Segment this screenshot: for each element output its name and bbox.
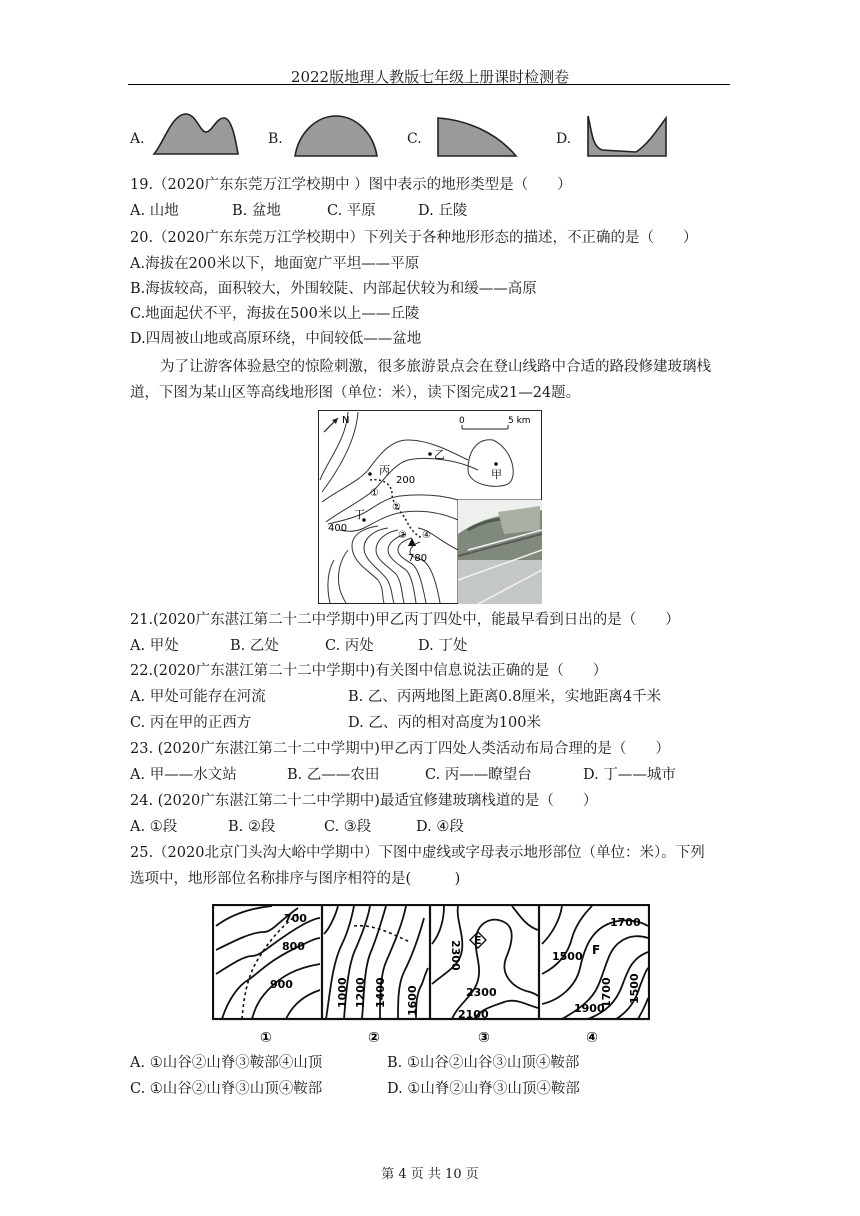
contour-value-label: 700 — [284, 912, 307, 925]
question-23-option-d: D. 丁——城市 — [583, 767, 676, 783]
contour-value-label: 1900 — [574, 1002, 605, 1015]
contour-value-label: 1500 — [552, 950, 583, 963]
panel-number-label: ④ — [586, 1030, 598, 1046]
question-25-option-d: D. ①山脊②山脊③山顶④鞍部 — [387, 1081, 580, 1097]
question-20-option-a: A.海拔在200米以下，地面宽广平坦——平原 — [130, 256, 420, 272]
panel-number-label: ③ — [478, 1030, 490, 1046]
contour-value-label: 1700 — [600, 977, 613, 1008]
intro-paragraph-line-1: 为了让游客体验悬空的惊险刺激，很多旅游景点会在登山线路中合适的路段修建玻璃栈 — [160, 359, 711, 375]
page-header: 2022版地理人教版七年级上册课时检测卷 — [290, 68, 570, 86]
question-23-option-a: A. 甲——水文站 — [130, 767, 237, 783]
landform-letter-f: F — [592, 943, 601, 957]
question-25-option-a: A. ①山谷②山脊③鞍部④山顶 — [130, 1055, 323, 1071]
contour-value-label: 1500 — [628, 973, 641, 1004]
question-24-option-d: D. ④段 — [416, 819, 464, 835]
question-25-option-c: C. ①山谷②山脊③山顶④鞍部 — [130, 1081, 323, 1097]
question-19-option-d: D. 丘陵 — [418, 203, 468, 219]
question-22-option-c: C. 丙在甲的正西方 — [130, 715, 252, 731]
question-23-option-c: C. 丙——瞭望台 — [425, 767, 532, 783]
profile-shape-c — [436, 112, 518, 158]
contour-value-label: 780 — [408, 553, 428, 564]
shape-option-label: A. — [130, 131, 145, 147]
contour-value-label: 1600 — [406, 985, 419, 1016]
question-22-stem: 22.(2020广东湛江第二十二中学期中)有关图中信息说法正确的是（ ） — [130, 663, 608, 679]
landform-panels-figure — [212, 904, 650, 1050]
question-25-stem-line-1: 25.（2020北京门头沟大峪中学期中）下图中虚线或字母表示地形部位（单位：米）。下列 — [130, 845, 705, 861]
question-21-option-d: D. 丁处 — [418, 638, 468, 654]
question-25-stem-line-2: 选项中，地形部位名称排序与图序相符的是( ) — [130, 871, 461, 887]
question-19-option-b: B. 盆地 — [232, 203, 281, 219]
question-22-option-a: A. 甲处可能存在河流 — [130, 689, 266, 705]
question-19-option-c: C. 平原 — [327, 203, 376, 219]
panel-number-label: ② — [368, 1030, 380, 1046]
contour-value-label: 200 — [396, 475, 416, 486]
contour-value-label: 900 — [270, 978, 293, 991]
north-label: N — [342, 415, 350, 426]
place-label-ding: 丁 — [354, 508, 365, 521]
shape-option-label: D. — [556, 131, 572, 147]
route-segment-label: ① — [370, 488, 379, 499]
question-21-option-a: A. 甲处 — [130, 638, 179, 654]
question-24-stem: 24. (2020广东湛江第二十二中学期中)最适宜修建玻璃栈道的是（ ） — [130, 793, 598, 809]
page-footer: 第 4 页 共 10 页 — [381, 1167, 479, 1182]
place-label-jia: 甲 — [491, 468, 502, 481]
question-19-stem: 19.（2020广东东莞万江学校期中 ）图中表示的地形类型是（ ） — [130, 177, 572, 193]
question-21-option-c: C. 丙处 — [325, 638, 374, 654]
question-22-option-d: D. 乙、丙的相对高度为100米 — [348, 715, 542, 731]
contour-value-label: 2100 — [458, 1008, 489, 1021]
profile-shape-a — [152, 112, 240, 158]
contour-value-label: 1400 — [374, 977, 387, 1008]
header-rule — [128, 84, 730, 85]
place-label-yi: 乙 — [434, 448, 445, 461]
intro-paragraph-line-2: 道，下图为某山区等高线地形图（单位：米），读下图完成21—24题。 — [130, 385, 581, 401]
question-24-option-a: A. ①段 — [130, 819, 178, 835]
glass-walkway-photo — [458, 500, 542, 604]
question-20-option-d: D.四周被山地或高原环绕，中间较低——盆地 — [130, 331, 422, 347]
place-point — [494, 462, 498, 466]
scale-distance-label: 5 km — [508, 416, 531, 426]
route-segment-label: ② — [392, 502, 401, 513]
place-point — [368, 472, 372, 476]
contour-value-label: 1700 — [610, 916, 641, 929]
question-19-option-a: A. 山地 — [130, 203, 179, 219]
question-22-option-b: B. 乙、丙两地图上距离0.8厘米，实地距离4千米 — [348, 689, 662, 705]
place-label-bing: 丙 — [379, 464, 390, 477]
landform-letter-e: E — [474, 934, 482, 947]
question-23-stem: 23. (2020广东湛江第二十二中学期中)甲乙丙丁四处人类活动布局合理的是（ ） — [130, 741, 670, 757]
question-25-option-b: B. ①山谷②山谷③山顶④鞍部 — [387, 1055, 580, 1071]
question-20-stem: 20.（2020广东东莞万江学校期中）下列关于各种地形形态的描述，不正确的是（ ） — [130, 230, 698, 246]
panel-number-label: ① — [260, 1030, 272, 1046]
shape-option-label: B. — [268, 131, 283, 147]
question-21-option-b: B. 乙处 — [230, 638, 279, 654]
profile-shape-d — [586, 112, 668, 158]
profile-shape-b — [293, 112, 379, 158]
contour-value-label: 1000 — [336, 977, 349, 1008]
shape-option-label: C. — [407, 131, 422, 147]
route-segment-label: ③ — [398, 530, 407, 541]
question-20-option-b: B.海拔较高，面积较大，外围较陡、内部起伏较为和缓——高原 — [130, 281, 537, 297]
question-20-option-c: C.地面起伏不平，海拔在500米以上——丘陵 — [130, 306, 420, 322]
scale-zero-label: 0 — [459, 416, 465, 426]
contour-value-label: 400 — [328, 523, 348, 534]
contour-value-label: 800 — [282, 940, 305, 953]
contour-value-label: 2300 — [449, 940, 462, 971]
question-24-option-c: C. ③段 — [324, 819, 372, 835]
contour-value-label: 2300 — [466, 986, 497, 999]
place-point — [428, 452, 432, 456]
question-24-option-b: B. ②段 — [228, 819, 276, 835]
route-segment-label: ④ — [422, 530, 431, 541]
question-23-option-b: B. 乙——农田 — [287, 767, 380, 783]
contour-value-label: 1200 — [354, 977, 367, 1008]
question-21-stem: 21.(2020广东湛江第二十二中学期中)甲乙丙丁四处中，能最早看到日出的是（ ） — [130, 612, 680, 628]
contour-map-figure — [318, 410, 542, 604]
